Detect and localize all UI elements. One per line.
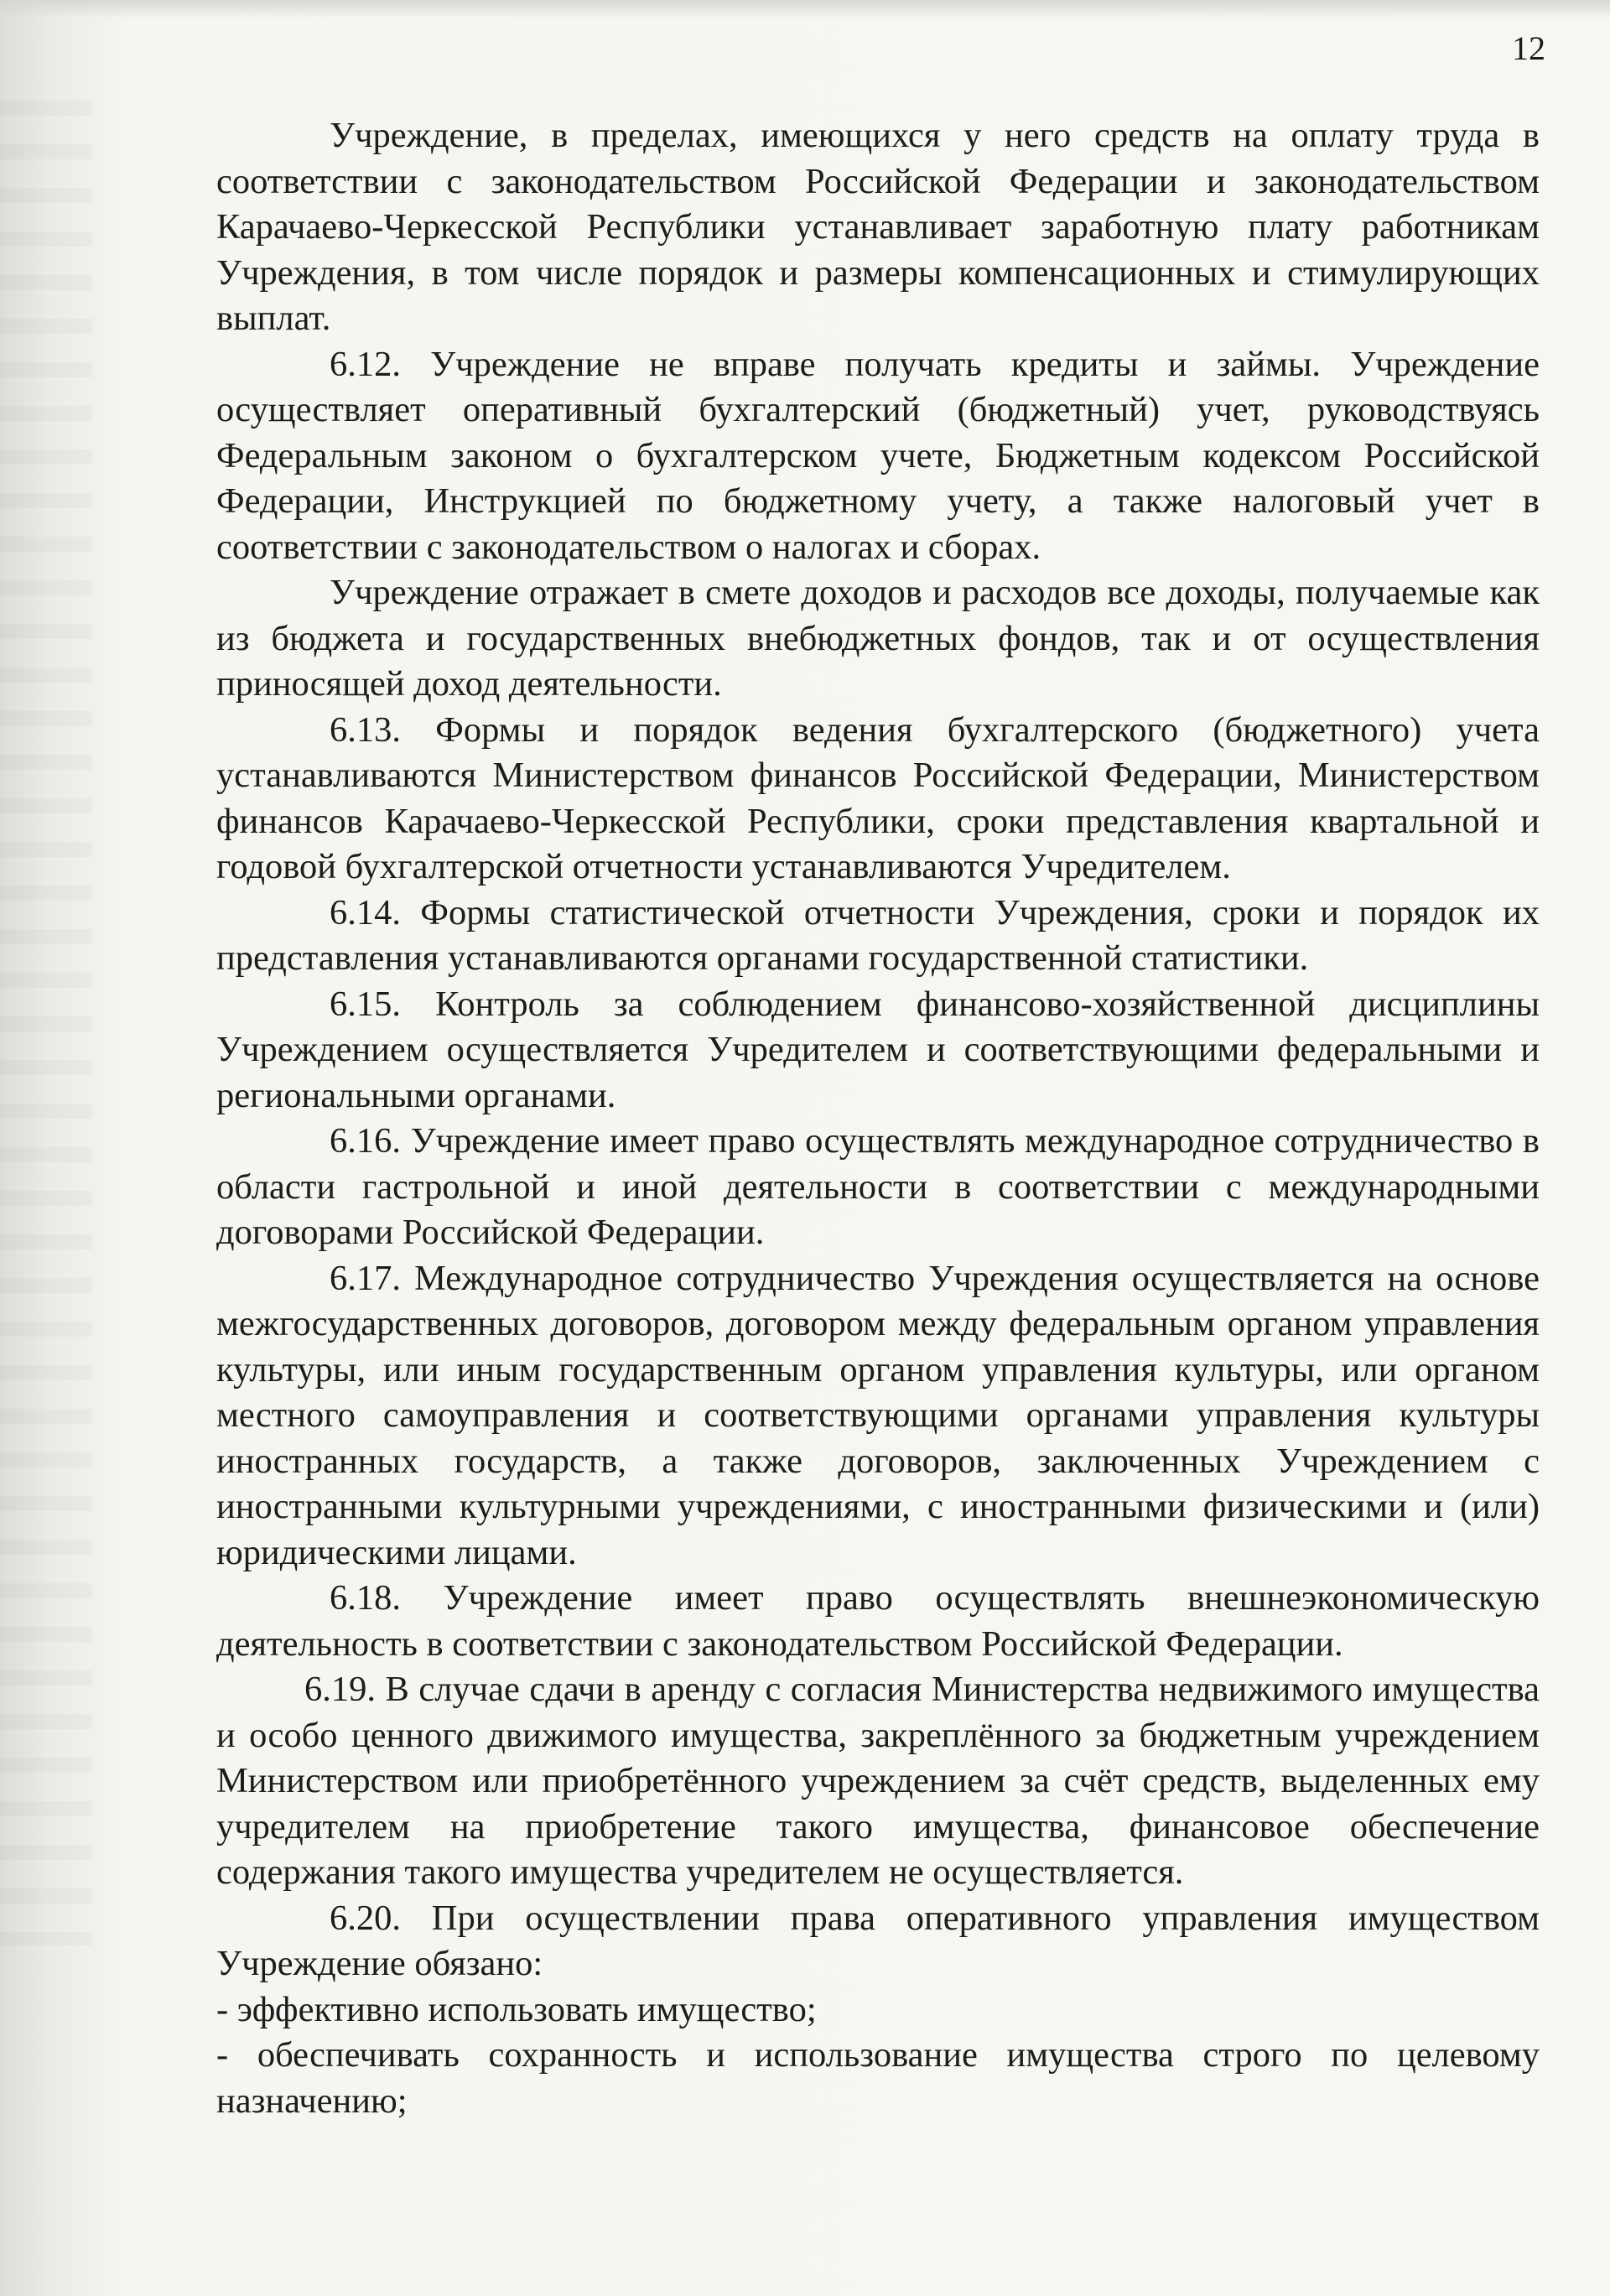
paragraph-6-12: 6.12. Учреждение не вправе получать кредиты и займы. Учреждение осуществляет оперативный бухгалтерский (бюджетный) учет, руководствуясь Федеральным законом о бухгалтерском учете, Бюджетным кодексом Российской Федерации, Инструкцией по бюджетному учету, а также налоговый учет в соответствии с законодательством о налогах и сборах. <box>216 344 1540 567</box>
paragraph-6-14: 6.14. Формы статистической отчетности Учреждения, сроки и порядок их представления устанавливаются органами государственной статистики. <box>216 892 1540 978</box>
paragraph-6-20: 6.20. При осуществлении права оперативного управления имуществом Учреждение обязано: <box>216 1898 1540 1983</box>
paragraph-salary: Учреждение, в пределах, имеющихся у него средств на оплату труда в соответствии с законодательством Российской Федерации и законодательством Карачаево-Черкесской Республики устанавливает заработную плату работникам Учреждения, в том числе порядок и размеры компенсационных и стимулирующих выплат. <box>216 116 1540 338</box>
paragraph-6-18: 6.18. Учреждение имеет право осуществлять внешнеэкономическую деятельность в соответствии с законодательством Российской Федерации. <box>216 1578 1540 1664</box>
paragraph-6-17: 6.17. Международное сотрудничество Учреждения осуществляется на основе межгосударственных договоров, договором между федеральным органом управления культуры, или иным государственным органом управления культуры, или органом местного самоуправления и соответствующими органами управления культуры иностранных государств, а также договоров, заключенных Учреждением с иностранными культурными учреждениями, с иностранными физическими и (или) юридическими лицами. <box>216 1258 1540 1572</box>
left-margin-bleed-through <box>0 101 92 1945</box>
paragraph-6-15: 6.15. Контроль за соблюдением финансово-хозяйственной дисциплины Учреждением осуществляется Учредителем и соответствующими федеральными и региональными органами. <box>216 984 1540 1115</box>
document-body <box>216 113 1540 2124</box>
paragraph-6-16: 6.16. Учреждение имеет право осуществлять международное сотрудничество в области гастрольной и иной деятельности в соответствии с международными договорами Российской Федерации. <box>216 1121 1540 1252</box>
paragraph-6-19: 6.19. В случае сдачи в аренду с согласия Министерства недвижимого имущества и особо ценного движимого имущества, закреплённого за бюджетным учреждением Министерством или приобретённого учреждением за счёт средств, выделенных ему учредителем на приобретение такого имущества, финансовое обеспечение содержания такого имущества учредителем не осуществляется. <box>216 1670 1540 1892</box>
list-item: - обеспечивать сохранность и использование имущества строго по целевому назначению; <box>216 2035 1540 2121</box>
paragraph-6-13: 6.13. Формы и порядок ведения бухгалтерского (бюджетного) учета устанавливаются Министерством финансов Российской Федерации, Министерством финансов Карачаево-Черкесской Республики, сроки представления квартальной и годовой бухгалтерской отчетности устанавливаются Учредителем. <box>216 709 1540 886</box>
paragraph-estimate: Учреждение отражает в смете доходов и расходов все доходы, получаемые как из бюджета и государственных внебюджетных фондов, так и от осуществления приносящей доход деятельности. <box>216 573 1540 704</box>
page-number: 12 <box>1512 29 1545 67</box>
list-item: - эффективно использовать имущество; <box>216 1989 817 2029</box>
page-top-edge <box>0 0 1610 18</box>
